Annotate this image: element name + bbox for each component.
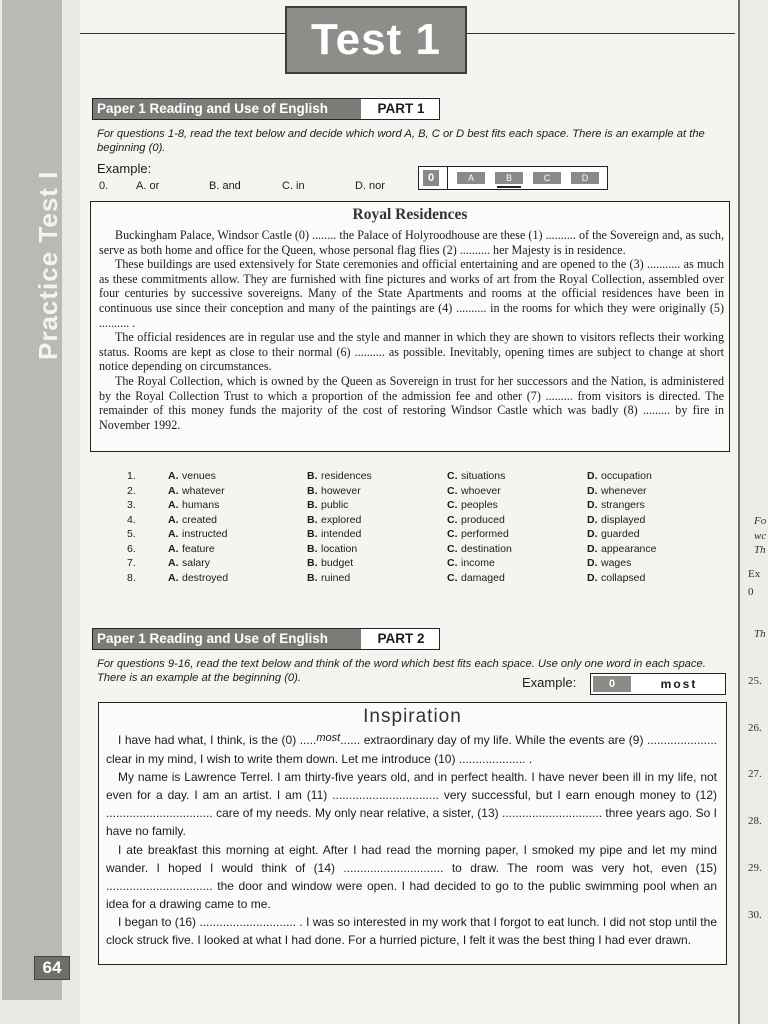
right-question-number: 30.: [748, 909, 762, 921]
para1-start: I have had what, I think, is the (0) .....: [118, 733, 317, 747]
option-number: [127, 498, 136, 513]
option-word: public: [321, 499, 349, 511]
option-d: [587, 513, 645, 528]
option-number: [127, 484, 136, 499]
part2-paper-label: Paper 1 Reading and Use of English: [93, 629, 361, 649]
option-word: guarded: [601, 528, 640, 540]
option-b: [307, 484, 361, 499]
part1-label: PART 1: [377, 101, 425, 116]
option-number-text: 6.: [127, 542, 136, 555]
option-letter: A.: [168, 470, 179, 482]
part2-example-number: 0: [593, 676, 631, 692]
passage-paragraph: The official residences are in regular use and the style and manner in which they are shown to visitors reflects their working status. Rooms are kept as close to their normal (6) .......... as possible. Inevitably, opening times are subject to change at short notice depending on circumstances.: [99, 330, 724, 374]
option-word: appearance: [601, 542, 657, 555]
option-letter: D.: [587, 484, 598, 497]
option-number: [127, 527, 136, 542]
option-c: [447, 571, 505, 586]
passage-paragraph: The Royal Collection, which is owned by the Queen as Sovereign in trust for her successors and the Nation, is administered by the Royal Collection Trust to which a proportion of the admission fee and other (7) ......... from visitors is directed. The remainder of this money funds the majority of the cost of restoring Windsor Castle which was badly (8) ......... by fire in November 1992.: [99, 373, 724, 432]
example-option-a: A. or: [136, 180, 160, 192]
option-word: situations: [461, 470, 506, 482]
right-fragment: wc: [754, 530, 767, 542]
option-letter: B.: [307, 557, 318, 569]
option-letter: C.: [447, 470, 458, 482]
example-number: 0.: [99, 180, 109, 192]
option-word: location: [321, 542, 358, 555]
option-word: displayed: [601, 513, 646, 526]
option-word: salary: [182, 557, 211, 569]
option-letter: D.: [587, 499, 598, 511]
option-word: performed: [461, 528, 509, 540]
option-word: peoples: [461, 499, 498, 511]
option-number: [127, 571, 136, 586]
option-word: collapsed: [601, 571, 646, 584]
option-b: [307, 527, 361, 542]
answer-box-d: D: [571, 172, 599, 184]
royal-residences-title: Royal Residences: [352, 206, 468, 223]
option-number-text: 3.: [127, 499, 136, 511]
option-a: [168, 571, 228, 586]
option-word: however: [321, 484, 361, 497]
option-letter: B.: [307, 571, 318, 584]
option-b: [307, 571, 350, 586]
right-question-number: 25.: [748, 675, 762, 687]
option-a: [168, 542, 215, 557]
option-c: [447, 527, 509, 542]
option-d: [587, 469, 652, 484]
option-number: [127, 469, 136, 484]
page-title: Test 1: [285, 6, 467, 74]
option-letter: B.: [307, 470, 318, 482]
practice-test-vertical-title: Practice Test I: [33, 170, 63, 360]
example-option-b: B. and: [209, 180, 241, 192]
option-a: [168, 484, 225, 499]
option-c: [447, 498, 498, 513]
passage-paragraph: Buckingham Palace, Windsor Castle (0) ........ the Palace of Holyroodhouse are these (1) .......... of the Sovereign and, as such, serve as both home and office for the Queen, whose personal flag flies (2) .......... her Majesty is in residence.: [99, 228, 724, 257]
option-number: [127, 542, 136, 557]
option-word: destroyed: [182, 571, 229, 584]
option-a: [168, 527, 228, 542]
option-letter: D.: [587, 542, 598, 555]
answer-box-c: C: [533, 172, 561, 184]
part2-example-box: [590, 673, 726, 695]
option-word: occupation: [601, 470, 652, 482]
option-c: [447, 556, 495, 571]
option-d: [587, 484, 647, 499]
option-letter: A.: [168, 513, 179, 526]
option-number-text: 7.: [127, 557, 136, 569]
option-b: [307, 469, 372, 484]
option-c: [447, 484, 501, 499]
page-number: 64: [34, 956, 70, 980]
part1-example-label: Example:: [97, 161, 152, 176]
option-word: produced: [461, 513, 505, 526]
option-letter: C.: [447, 542, 458, 555]
option-number: [127, 556, 136, 571]
option-letter: C.: [447, 513, 458, 526]
option-number-text: 1.: [127, 470, 136, 482]
option-letter: B.: [307, 499, 318, 511]
passage-paragraph: [106, 731, 717, 768]
right-question-number: 27.: [748, 768, 762, 780]
part2-label: PART 2: [377, 631, 425, 646]
part1-instructions: For questions 1-8, read the text below and decide which word A, B, C or D best fits each space. There is an example at the beginning (0).: [97, 128, 705, 154]
option-word: strangers: [601, 499, 645, 511]
option-letter: B.: [307, 542, 318, 555]
option-word: humans: [182, 499, 220, 511]
option-a: [168, 513, 217, 528]
option-d: [587, 556, 631, 571]
part1-header: [92, 98, 440, 120]
passage-paragraph: My name is Lawrence Terrel. I am thirty-five years old, and in perfect health. I have never been ill in my life, not even for a day. I am an artist. I am (11) ................................ very successful, but I earn enough money to (12) ................................ care of my needs. My only near relative, a sister, (13) .............................. three years ago. So I have no family.: [106, 770, 717, 839]
option-word: whoever: [461, 484, 501, 497]
option-number-text: 4.: [127, 513, 136, 526]
option-number-text: 8.: [127, 571, 136, 584]
para1-end: ...... extraordinary day of my life. While the events are (9) ..................... clear in my mind, I wish to write them down. Let me introduce (10) .................... .: [106, 733, 717, 767]
part2-example-label: Example:: [522, 675, 577, 690]
option-letter: D.: [587, 513, 598, 526]
passage-paragraph: These buildings are used extensively for State ceremonies and official entertaining and are opened to the (3) ........... as much as these commitments allow. They are furnished with fine pictures and works of art from the Royal Collection, assembled over four centuries by successive sovereigns. Many of the State Apartments and rooms at the official residences have been in continuous use since their conception and many of the paintings are (4) .......... in the rooms for which they were originally (5) .......... .: [99, 257, 724, 330]
option-number: [127, 513, 136, 528]
part2-header: [92, 628, 440, 650]
option-letter: A.: [168, 499, 179, 511]
option-number-text: 2.: [127, 484, 136, 497]
option-letter: C.: [447, 571, 458, 584]
option-word: whatever: [182, 484, 225, 497]
option-letter: D.: [587, 571, 598, 584]
option-word: ruined: [321, 571, 351, 584]
right-question-number: 26.: [748, 722, 762, 734]
option-letter: A.: [168, 528, 179, 540]
option-d: [587, 571, 645, 586]
answer-box-zero: 0: [423, 170, 439, 186]
option-word: intended: [321, 528, 362, 540]
option-letter: C.: [447, 499, 458, 511]
option-word: whenever: [601, 484, 647, 497]
inspiration-title: Inspiration: [363, 706, 462, 727]
option-word: damaged: [461, 571, 505, 584]
handwritten-answer: most: [316, 732, 341, 744]
option-a: [168, 556, 210, 571]
option-b: [307, 513, 361, 528]
option-letter: C.: [447, 557, 458, 569]
right-fragment: Th: [754, 628, 766, 640]
option-d: [587, 527, 640, 542]
answer-box-b: B: [495, 172, 523, 184]
option-d: [587, 542, 656, 557]
option-letter: D.: [587, 528, 598, 540]
part2-instructions: For questions 9-16, read the text below and think of the word which best fits each space. Use only one word in each space. There is an example at the beginning (0).: [97, 658, 706, 684]
option-letter: A.: [168, 484, 179, 497]
option-letter: A.: [168, 542, 179, 555]
option-c: [447, 469, 505, 484]
part1-paper-label: Paper 1 Reading and Use of English: [93, 99, 361, 119]
option-c: [447, 513, 505, 528]
part2-example-word: most: [660, 677, 698, 691]
margin-bar: [2, 0, 62, 1000]
option-letter: D.: [587, 557, 598, 569]
option-word: instructed: [182, 528, 228, 540]
right-fragment: Ex: [748, 568, 761, 580]
example-option-d: D. nor: [355, 180, 385, 192]
option-word: budget: [321, 557, 354, 569]
option-b: [307, 556, 353, 571]
option-letter: C.: [447, 528, 458, 540]
option-word: created: [182, 513, 218, 526]
passage-paragraph: I began to (16) ............................. . I was so interested in my work that I forgot to eat lunch. I did not stop until the clock struck five. I looked at what I had done. For a hurried picture, I felt it was the best thing I had ever drawn.: [106, 914, 717, 948]
option-word: income: [461, 557, 495, 569]
option-word: explored: [321, 513, 362, 526]
right-question-number: 28.: [748, 815, 762, 827]
option-word: feature: [182, 542, 215, 555]
option-c: [447, 542, 512, 557]
option-word: venues: [182, 470, 216, 482]
option-letter: A.: [168, 571, 179, 584]
option-b: [307, 542, 357, 557]
right-fragment: 0: [748, 586, 754, 598]
passage-paragraph: I ate breakfast this morning at eight. After I had read the morning paper, I smoked my pipe and let my mind wander. I hoped I would think of (14) .............................. to draw. The room was very hot, even (15) ................................ the door and window were open. I had decided to go to the public swimming pool when an idea for a drawing came to me.: [106, 842, 717, 911]
option-number-text: 5.: [127, 528, 136, 540]
option-letter: B.: [307, 528, 318, 540]
royal-residences-passage: [99, 228, 724, 432]
right-fragment: Fo: [754, 515, 767, 527]
answer-box-a: A: [457, 172, 485, 184]
example-answer-box: [418, 166, 608, 190]
inspiration-passage: [106, 731, 717, 949]
right-question-number: 29.: [748, 862, 762, 874]
option-word: wages: [601, 557, 632, 569]
option-a: [168, 469, 216, 484]
option-word: destination: [461, 542, 512, 555]
option-word: residences: [321, 470, 372, 482]
right-fragment: Th: [754, 544, 766, 556]
option-b: [307, 498, 348, 513]
option-letter: D.: [587, 470, 598, 482]
option-letter: C.: [447, 484, 458, 497]
answer-b-mark: [497, 186, 521, 188]
option-letter: A.: [168, 557, 179, 569]
option-letter: B.: [307, 513, 318, 526]
option-letter: B.: [307, 484, 318, 497]
option-a: [168, 498, 219, 513]
option-d: [587, 498, 645, 513]
example-option-c: C. in: [282, 180, 305, 192]
